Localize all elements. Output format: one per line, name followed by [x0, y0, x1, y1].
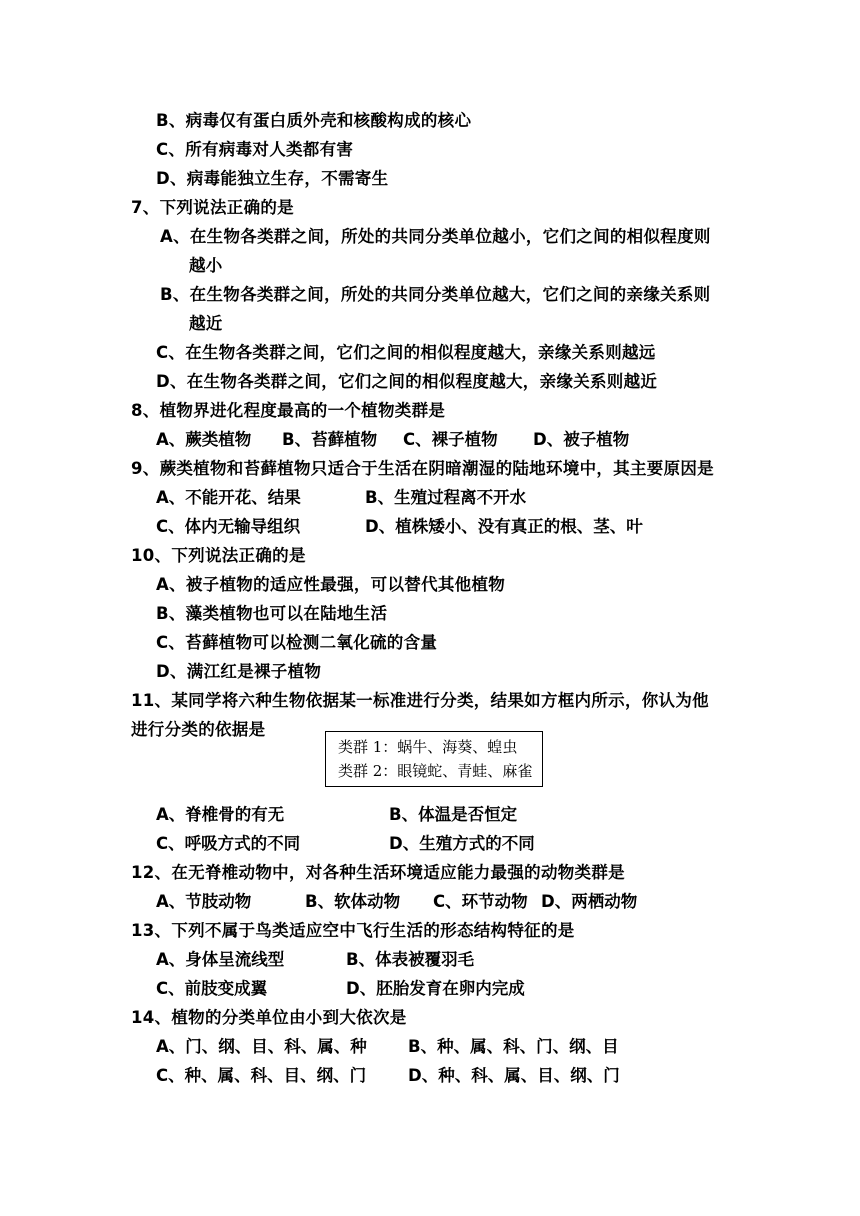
- q11-option-b: B、体温是否恒定: [389, 805, 518, 824]
- q11-stem-cont: 进行分类的依据是: [131, 720, 266, 739]
- q7-option-b: B、在生物各类群之间，所处的共同分类单位越大，它们之间的亲缘关系则: [160, 285, 711, 304]
- q7-option-d: D、在生物各类群之间，它们之间的相似程度越大，亲缘关系则越近: [156, 372, 658, 391]
- q6-option-d: D、病毒能独立生存，不需寄生: [156, 169, 389, 188]
- q13-option-a: A、身体呈流线型: [156, 950, 285, 969]
- group-2-text: 类群 2：眼镜蛇、青蛙、麻雀: [338, 762, 533, 780]
- q9-option-b: B、生殖过程离不开水: [365, 488, 527, 507]
- q14-option-a: A、门、纲、目、科、属、种: [156, 1037, 367, 1056]
- q10-option-b: B、藻类植物也可以在陆地生活: [156, 604, 388, 623]
- q14-option-d: D、种、科、属、目、纲、门: [408, 1066, 620, 1085]
- q11-option-a: A、脊椎骨的有无: [156, 805, 285, 824]
- q12-option-a: A、节肢动物: [156, 892, 252, 911]
- q7-stem: 7、下列说法正确的是: [131, 198, 294, 217]
- q13-option-c: C、前肢变成翼: [156, 979, 268, 998]
- q14-option-b: B、种、属、科、门、纲、目: [408, 1037, 619, 1056]
- q11-option-c: C、呼吸方式的不同: [156, 834, 301, 853]
- classification-box: [325, 731, 543, 787]
- q6-option-c: C、所有病毒对人类都有害: [156, 140, 354, 159]
- q9-stem: 9、蕨类植物和苔藓植物只适合于生活在阴暗潮湿的陆地环境中，其主要原因是: [131, 459, 714, 478]
- q14-stem: 14、植物的分类单位由小到大依次是: [131, 1008, 407, 1027]
- q8-option-d: D、被子植物: [533, 430, 630, 449]
- q14-option-c: C、种、属、科、目、纲、门: [156, 1066, 367, 1085]
- q8-stem: 8、植物界进化程度最高的一个植物类群是: [131, 401, 446, 420]
- q10-option-d: D、满江红是裸子植物: [156, 662, 322, 681]
- q8-option-b: B、苔藓植物: [282, 430, 378, 449]
- q7-option-a: A、在生物各类群之间，所处的共同分类单位越小，它们之间的相似程度则: [160, 227, 711, 246]
- q10-option-a: A、被子植物的适应性最强，可以替代其他植物: [156, 575, 506, 594]
- q13-stem: 13、下列不属于鸟类适应空中飞行生活的形态结构特征的是: [131, 921, 575, 940]
- q12-option-b: B、软体动物: [305, 892, 401, 911]
- q7-option-b-cont: 越近: [189, 314, 223, 333]
- q13-option-d: D、胚胎发育在卵内完成: [346, 979, 525, 998]
- q9-option-d: D、植株矮小、没有真正的根、茎、叶: [365, 517, 643, 536]
- q12-option-d: D、两栖动物: [541, 892, 638, 911]
- q10-option-c: C、苔藓植物可以检测二氧化硫的含量: [156, 633, 438, 652]
- q9-option-c: C、体内无输导组织: [156, 517, 301, 536]
- q7-option-c: C、在生物各类群之间，它们之间的相似程度越大，亲缘关系则越远: [156, 343, 656, 362]
- q11-option-d: D、生殖方式的不同: [389, 834, 535, 853]
- q7-option-a-cont: 越小: [189, 256, 223, 275]
- q11-stem: 11、某同学将六种生物依据某一标准进行分类，结果如方框内所示，你认为他: [131, 691, 709, 710]
- q12-option-c: C、环节动物: [433, 892, 528, 911]
- q10-stem: 10、下列说法正确的是: [131, 546, 306, 565]
- q12-stem: 12、在无脊椎动物中，对各种生活环境适应能力最强的动物类群是: [131, 863, 625, 882]
- group-1-text: 类群 1：蜗牛、海葵、蝗虫: [338, 738, 518, 756]
- q13-option-b: B、体表被覆羽毛: [346, 950, 475, 969]
- q6-option-b: B、病毒仅有蛋白质外壳和核酸构成的核心: [156, 111, 472, 130]
- q8-option-c: C、裸子植物: [403, 430, 498, 449]
- q9-option-a: A、不能开花、结果: [156, 488, 301, 507]
- q8-option-a: A、蕨类植物: [156, 430, 252, 449]
